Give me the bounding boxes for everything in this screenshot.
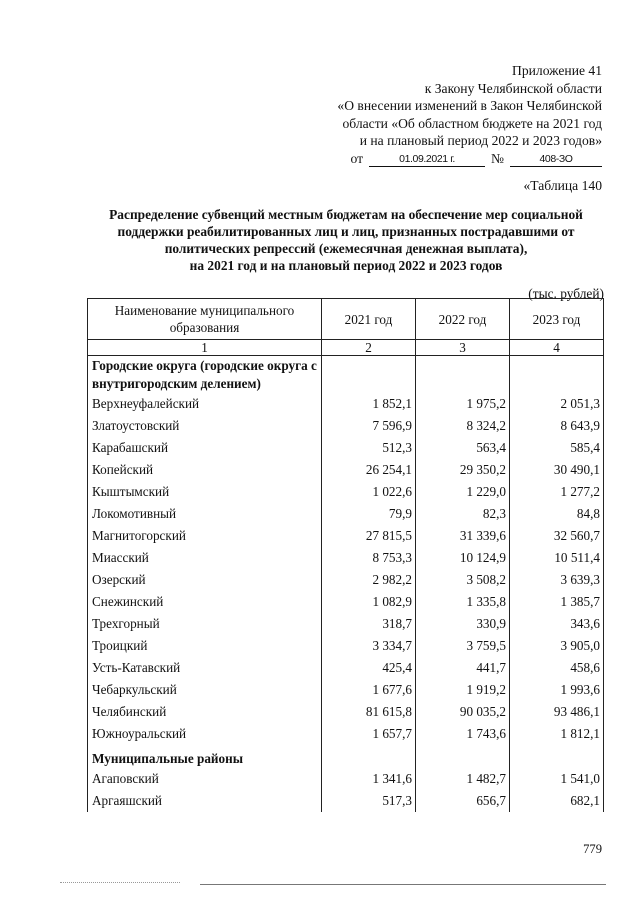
municipality-name: Златоустовский xyxy=(88,415,322,437)
appendix-label: Приложение 41 xyxy=(512,63,602,78)
law-label: к Закону Челябинской области xyxy=(424,80,602,96)
table-row xyxy=(88,613,604,635)
amount-cell: 1 975,2 xyxy=(416,393,510,415)
table-row xyxy=(88,525,604,547)
table-row xyxy=(88,547,604,569)
header-2023: 2023 год xyxy=(510,299,604,340)
amount-cell: 1 993,6 xyxy=(510,679,604,701)
column-number: 3 xyxy=(416,340,510,356)
table-row xyxy=(88,503,604,525)
section-title: Городские округа (городские округа с внутригородским делением) xyxy=(88,356,322,394)
amount-cell: 3 508,2 xyxy=(416,569,510,591)
amount-cell: 2 982,2 xyxy=(322,569,416,591)
amount-cell: 8 324,2 xyxy=(416,415,510,437)
table-row xyxy=(88,569,604,591)
municipality-name: Копейский xyxy=(88,459,322,481)
municipality-name: Южноуральский xyxy=(88,723,322,745)
amount-cell: 84,8 xyxy=(510,503,604,525)
amount-cell: 90 035,2 xyxy=(416,701,510,723)
amount-cell: 458,6 xyxy=(510,657,604,679)
amount-cell: 3 759,5 xyxy=(416,635,510,657)
amount-cell: 29 350,2 xyxy=(416,459,510,481)
law-date-number-line xyxy=(337,150,602,168)
amount-cell: 10 124,9 xyxy=(416,547,510,569)
table-row xyxy=(88,679,604,701)
amount-cell: 441,7 xyxy=(416,657,510,679)
amount-cell: 26 254,1 xyxy=(322,459,416,481)
municipality-name: Снежинский xyxy=(88,591,322,613)
amount-cell: 1 277,2 xyxy=(510,481,604,503)
municipality-name: Кыштымский xyxy=(88,481,322,503)
empty-cell xyxy=(510,745,604,768)
table-row xyxy=(88,437,604,459)
amount-cell: 656,7 xyxy=(416,790,510,812)
municipality-name: Верхнеуфалейский xyxy=(88,393,322,415)
municipality-name: Трехгорный xyxy=(88,613,322,635)
municipality-name: Локомотивный xyxy=(88,503,322,525)
section-row xyxy=(88,356,604,394)
units-label: (тыс. рублей) xyxy=(528,286,604,301)
amount-cell: 1 812,1 xyxy=(510,723,604,745)
amount-cell: 1 341,6 xyxy=(322,768,416,790)
amount-cell: 3 334,7 xyxy=(322,635,416,657)
amount-cell: 79,9 xyxy=(322,503,416,525)
amount-cell: 330,9 xyxy=(416,613,510,635)
number-label: № xyxy=(491,150,504,166)
table-body xyxy=(88,356,604,813)
table-row xyxy=(88,790,604,812)
amount-cell: 30 490,1 xyxy=(510,459,604,481)
amount-cell: 1 229,0 xyxy=(416,481,510,503)
law-title-line-1: «О внесении изменений в Закон Челябинской xyxy=(337,98,602,113)
amount-cell: 512,3 xyxy=(322,437,416,459)
section-title: Муниципальные районы xyxy=(88,745,322,768)
table-row xyxy=(88,393,604,415)
document-title xyxy=(92,206,600,274)
empty-cell xyxy=(510,356,604,394)
municipality-name: Магнитогорский xyxy=(88,525,322,547)
amount-cell: 27 815,5 xyxy=(322,525,416,547)
amount-cell: 1 335,8 xyxy=(416,591,510,613)
table-reference: «Таблица 140 xyxy=(523,178,602,193)
footer-rule xyxy=(200,884,606,885)
table-row xyxy=(88,415,604,437)
amount-cell: 1 743,6 xyxy=(416,723,510,745)
law-title-line-2: области «Об областном бюджете на 2021 год xyxy=(342,115,602,131)
header-2021: 2021 год xyxy=(322,299,416,340)
municipality-name: Карабашский xyxy=(88,437,322,459)
amount-cell: 93 486,1 xyxy=(510,701,604,723)
title-line-1: Распределение субвенций местным бюджетам на обеспечение мер социальной xyxy=(109,207,583,222)
empty-cell xyxy=(416,745,510,768)
amount-cell: 1 657,7 xyxy=(322,723,416,745)
column-number: 2 xyxy=(322,340,416,356)
amount-cell: 1 677,6 xyxy=(322,679,416,701)
amount-cell: 682,1 xyxy=(510,790,604,812)
amount-cell: 32 560,7 xyxy=(510,525,604,547)
amount-cell: 82,3 xyxy=(416,503,510,525)
municipality-name: Троицкий xyxy=(88,635,322,657)
appendix-header xyxy=(337,62,602,167)
law-number: 408-ЗО xyxy=(510,153,602,167)
amount-cell: 1 919,2 xyxy=(416,679,510,701)
empty-cell xyxy=(322,745,416,768)
title-line-4: на 2021 год и на плановый период 2022 и 2023 годов xyxy=(189,258,503,273)
amount-cell: 3 639,3 xyxy=(510,569,604,591)
amount-cell: 585,4 xyxy=(510,437,604,459)
title-line-3: политических репрессий (ежемесячная денежная выплата), xyxy=(164,241,528,256)
amount-cell: 318,7 xyxy=(322,613,416,635)
amount-cell: 10 511,4 xyxy=(510,547,604,569)
table-row xyxy=(88,701,604,723)
amount-cell: 1 022,6 xyxy=(322,481,416,503)
amount-cell: 1 541,0 xyxy=(510,768,604,790)
amount-cell: 8 643,9 xyxy=(510,415,604,437)
header-municipality: Наименование муниципального образования xyxy=(88,299,322,340)
column-number: 1 xyxy=(88,340,322,356)
table-row xyxy=(88,481,604,503)
page-number: 779 xyxy=(583,842,602,856)
table-row xyxy=(88,657,604,679)
footer-divider xyxy=(60,882,180,883)
column-number-row xyxy=(88,340,604,356)
amount-cell: 563,4 xyxy=(416,437,510,459)
amount-cell: 1 482,7 xyxy=(416,768,510,790)
empty-cell xyxy=(416,356,510,394)
municipality-name: Озерский xyxy=(88,569,322,591)
table-header-row xyxy=(88,299,604,340)
law-title-line-3: и на плановый период 2022 и 2023 годов» xyxy=(359,133,602,148)
municipality-name: Усть-Катавский xyxy=(88,657,322,679)
amount-cell: 517,3 xyxy=(322,790,416,812)
header-2022: 2022 год xyxy=(416,299,510,340)
amount-cell: 8 753,3 xyxy=(322,547,416,569)
subsidy-table xyxy=(87,298,604,812)
table-row xyxy=(88,635,604,657)
column-number: 4 xyxy=(510,340,604,356)
municipality-name: Чебаркульский xyxy=(88,679,322,701)
from-label: от xyxy=(350,150,364,166)
amount-cell: 31 339,6 xyxy=(416,525,510,547)
title-line-2: поддержки реабилитированных лиц и лиц, признанных пострадавшими от xyxy=(117,224,575,239)
amount-cell: 1 082,9 xyxy=(322,591,416,613)
table-row xyxy=(88,723,604,745)
amount-cell: 3 905,0 xyxy=(510,635,604,657)
section-row xyxy=(88,745,604,768)
amount-cell: 1 385,7 xyxy=(510,591,604,613)
amount-cell: 81 615,8 xyxy=(322,701,416,723)
amount-cell: 1 852,1 xyxy=(322,393,416,415)
amount-cell: 2 051,3 xyxy=(510,393,604,415)
law-date: 01.09.2021 г. xyxy=(369,153,485,167)
amount-cell: 425,4 xyxy=(322,657,416,679)
municipality-name: Миасский xyxy=(88,547,322,569)
empty-cell xyxy=(322,356,416,394)
municipality-name: Челябинский xyxy=(88,701,322,723)
amount-cell: 7 596,9 xyxy=(322,415,416,437)
municipality-name: Агаповский xyxy=(88,768,322,790)
amount-cell: 343,6 xyxy=(510,613,604,635)
table-row xyxy=(88,591,604,613)
table-row xyxy=(88,459,604,481)
table-row xyxy=(88,768,604,790)
municipality-name: Аргаяшский xyxy=(88,790,322,812)
